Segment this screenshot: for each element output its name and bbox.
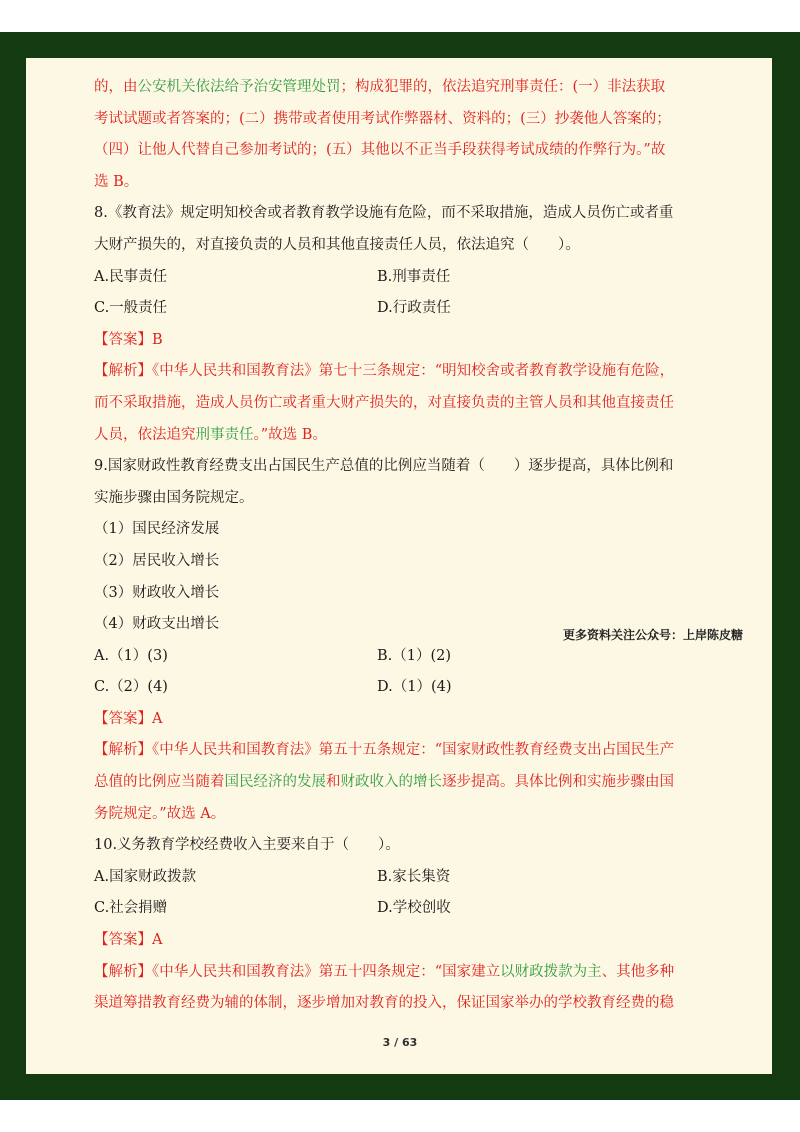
- highlight-text: 公安机关依法给予治安管理处罚: [137, 79, 341, 95]
- q8-explanation: 而不采取措施，造成人员伤亡或者重大财产损失的，对直接负责的主管人员和其他直接责任: [94, 394, 674, 411]
- q8-explanation: 人员，依法追究刑事责任。”故选 B。: [94, 426, 327, 443]
- explanation-carryover-line: 选 B。: [94, 173, 139, 190]
- q9-options-row: [94, 641, 694, 673]
- q10-answer: 【答案】A: [94, 932, 163, 949]
- q9-item: （2）居民收入增长: [94, 552, 220, 569]
- q8-options-row: [94, 262, 694, 294]
- q9-option-b: B.（1）(2): [377, 647, 452, 664]
- explanation-carryover-line: 考试试题或者答案的；(二）携带或者使用考试作弊器材、资料的；(三）抄袭他人答案的；: [94, 110, 671, 127]
- document-content: [94, 72, 694, 1020]
- q9-answer: 【答案】A: [94, 710, 163, 727]
- q10-option-b: B.家长集资: [377, 868, 451, 885]
- q8-option-d: D.行政责任: [377, 300, 451, 317]
- q10-option-c: C.社会捐赠: [94, 900, 168, 917]
- q10-options-row: [94, 893, 694, 925]
- q10-option-d: D.学校创收: [377, 900, 451, 917]
- explanation-carryover-line: 的，由公安机关依法给予治安管理处罚；构成犯罪的，依法追究刑事责任：(一）非法获取: [94, 79, 666, 95]
- q9-option-d: D.（1）(4): [377, 679, 452, 696]
- q10-option-a: A.国家财政拨款: [94, 868, 197, 885]
- explanation-carryover-line: （四）让他人代替自己参加考试的；(五）其他以不正当手段获得考试成绩的作弊行为。”故: [94, 142, 666, 159]
- q9-item: （1）国民经济发展: [94, 521, 220, 538]
- q10-explanation: 【解析】《中华人民共和国教育法》第五十四条规定：“国家建立以财政拨款为主、其他多种: [94, 963, 675, 980]
- highlight-text: 以财政拨款为主: [500, 963, 602, 980]
- q8-stem: 8.《教育法》规定明知校舍或者教育教学设施有危险，而不采取措施，造成人员伤亡或者重: [94, 205, 674, 222]
- q10-stem: 10.义务教育学校经费收入主要来自于（ ）。: [94, 837, 400, 854]
- highlight-text: 国民经济的发展: [224, 774, 326, 791]
- q8-option-b: B.刑事责任: [377, 268, 451, 285]
- q8-stem: 大财产损失的，对直接负责的人员和其他直接责任人员，依法追究（ ）。: [94, 236, 580, 253]
- q8-options-row: [94, 293, 694, 325]
- q8-explanation: 【解析】《中华人民共和国教育法》第七十三条规定：“明知校舍或者教育教学设施有危险，: [94, 363, 675, 380]
- q8-option-c: C.一般责任: [94, 300, 168, 317]
- q9-explanation: 务院规定。”故选 A。: [94, 805, 226, 822]
- highlight-text: 财政收入的增长: [340, 774, 442, 791]
- q8-option-a: A.民事责任: [94, 268, 168, 285]
- q9-option-c: C.（2）(4): [94, 679, 168, 696]
- q9-stem: 9.国家财政性教育经费支出占国民生产总值的比例应当随着（ ）逐步提高，具体比例和: [94, 458, 674, 475]
- q9-option-a: A.（1）(3): [94, 647, 168, 664]
- q9-item: （3）财政收入增长: [94, 584, 220, 601]
- q9-explanation: 总值的比例应当随着国民经济的发展和财政收入的增长逐步提高。具体比例和实施步骤由国: [94, 774, 674, 791]
- q9-item: （4）财政支出增长: [94, 616, 220, 633]
- watermark-text: 更多资料关注公众号：上岸陈皮糖: [563, 628, 744, 642]
- q10-options-row: [94, 862, 694, 894]
- page-number: 3 / 63: [382, 1036, 418, 1049]
- q9-options-row: [94, 672, 694, 704]
- q9-stem: 实施步骤由国务院规定。: [94, 489, 254, 506]
- q9-explanation: 【解析】《中华人民共和国教育法》第五十五条规定：“国家财政性教育经费支出占国民生产: [94, 742, 675, 759]
- q10-explanation: 渠道筹措教育经费为辅的体制，逐步增加对教育的投入，保证国家举办的学校教育经费的稳: [94, 995, 674, 1012]
- q8-answer: 【答案】B: [94, 331, 163, 348]
- highlight-text: 刑事责任: [195, 426, 254, 443]
